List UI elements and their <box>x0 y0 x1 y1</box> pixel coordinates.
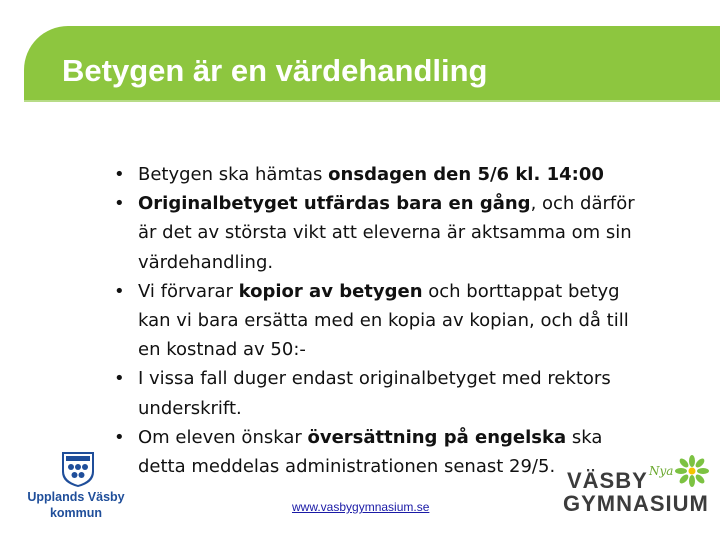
bullet-item <box>112 160 652 189</box>
upplands-vasby-logo <box>20 450 130 524</box>
school-name-nya: Nya <box>649 464 674 478</box>
bullet-item <box>112 364 652 422</box>
bullet-text: Betygen ska hämtas <box>138 164 329 185</box>
bullet-text: I vissa fall duger endast originalbetyget med rektors underskrift. <box>138 368 611 419</box>
bullet-icon: • <box>114 426 125 448</box>
title-bar-edge <box>24 100 720 102</box>
bullet-text: Vi förvarar <box>138 280 239 302</box>
bullet-icon: • <box>114 193 125 215</box>
flower-icon <box>673 455 711 487</box>
vasby-gymnasium-logo <box>555 455 715 525</box>
bullet-icon: • <box>114 164 125 185</box>
municipality-subtitle: kommun <box>49 506 103 520</box>
bullet-bold-text: kopior av betygen <box>238 280 423 302</box>
bullet-list <box>112 160 652 481</box>
bullet-text: ska detta meddelas administrationen senast 29/5. <box>138 426 603 478</box>
coat-of-arms-icon <box>58 450 98 488</box>
school-name-line2: GYMNASIUM <box>563 491 709 516</box>
school-name-line1: VÄSBY <box>567 468 648 493</box>
bullet-item <box>112 189 652 277</box>
bullet-icon: • <box>114 280 125 302</box>
slide-title: Betygen är en värdehandling <box>62 53 488 88</box>
bullet-bold-text: onsdagen den 5/6 kl. 14:00 <box>328 164 604 185</box>
bullet-text: och borttappat betyg kan vi bara ersätta med en kopia av kopian, och då till en kostnad av 50:- <box>138 280 629 361</box>
bullet-text: , och därför är det av största vikt att eleverna är aktsamma om sin värdehandling. <box>138 193 635 273</box>
bullet-bold-text: översättning på engelska <box>307 426 567 448</box>
bullet-text: Om eleven önskar <box>138 426 308 448</box>
bullet-icon: • <box>114 368 125 390</box>
municipality-name: Upplands Väsby <box>27 490 125 504</box>
bullet-bold-text: Originalbetyget utfärdas bara en gång <box>138 193 531 215</box>
footer-website-link[interactable]: www.vasbygymnasium.se <box>292 500 430 514</box>
bullet-item <box>112 277 652 365</box>
